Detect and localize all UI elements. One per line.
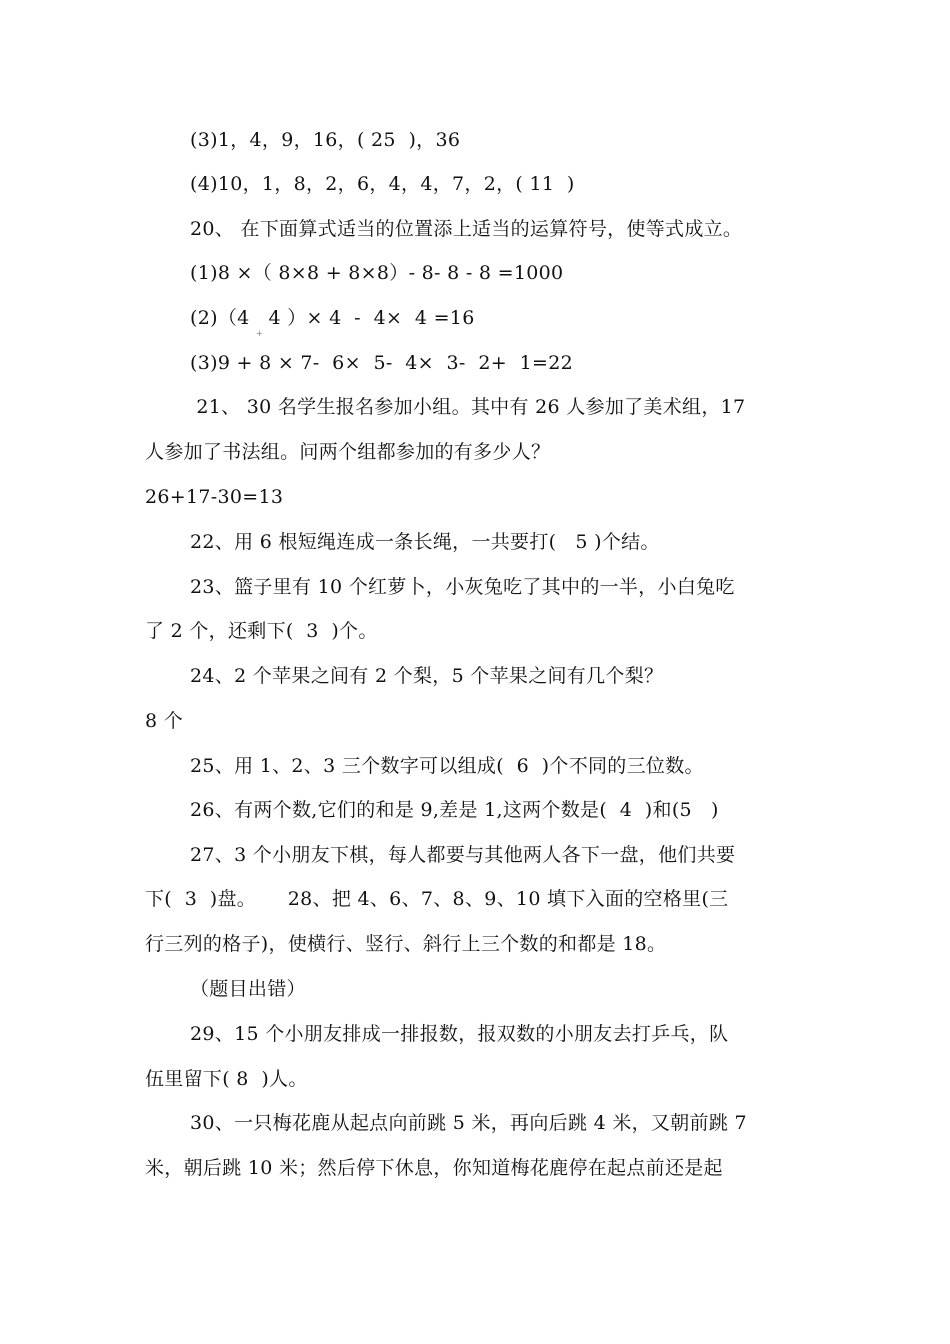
- text-line-question-23b: 了 2 个，还剩下( 3 )个。: [145, 620, 378, 642]
- text-line-equation-3: (3)9 + 8 × 7- 6× 5- 4× 3- 2+ 1=22: [190, 352, 573, 374]
- text-line-question-28: 行三列的格子)，使横行、竖行、斜行上三个数的和都是 18。: [145, 933, 667, 955]
- text-line-sequence-3: (3)1，4，9，16，( 25 )，36: [190, 129, 461, 151]
- text-line-question-26: 26、有两个数,它们的和是 9,差是 1,这两个数是( 4 )和(5 ): [190, 799, 719, 821]
- stray-mark: +: [256, 329, 263, 338]
- text-line-sequence-4: (4)10，1，8，2，6，4，4，7，2，( 11 ): [190, 173, 575, 195]
- text-line-question-27a: 27、3 个小朋友下棋，每人都要与其他两人各下一盘，他们共要: [190, 844, 736, 866]
- text-line-question-30a: 30、一只梅花鹿从起点向前跳 5 米，再向后跳 4 米，又朝前跳 7: [190, 1112, 747, 1134]
- text-line-question-23a: 23、篮子里有 10 个红萝卜，小灰兔吃了其中的一半，小白兔吃: [190, 576, 735, 598]
- text-line-question-21a: 21、 30 名学生报名参加小组。其中有 26 人参加了美术组，17: [190, 396, 746, 418]
- text-line-question-29a: 29、15 个小朋友排成一排报数，报双数的小朋友去打乒乓，队: [190, 1023, 729, 1045]
- text-line-question-24: 24、2 个苹果之间有 2 个梨，5 个苹果之间有几个梨？: [190, 665, 664, 687]
- text-line-question-22: 22、用 6 根短绳连成一条长绳，一共要打( 5 )个结。: [190, 531, 660, 553]
- text-line-question-30b: 米，朝后跳 10 米；然后停下休息，你知道梅花鹿停在起点前还是起: [145, 1157, 723, 1179]
- text-line-note-error: （题目出错）: [190, 978, 306, 1000]
- text-line-question-29b: 伍里留下( 8 )人。: [145, 1068, 308, 1090]
- text-line-question-21b: 人参加了书法组。问两个组都参加的有多少人？: [145, 441, 551, 463]
- text-line-question-20: 20、 在下面算式适当的位置添上适当的运算符号，使等式成立。: [190, 218, 743, 240]
- text-line-question-27b: 下( 3 )盘。 28、把 4、6、7、8、9、10 填下入面的空格里(三: [145, 888, 729, 910]
- text-line-equation-1: (1)8 ×（ 8×8 + 8×8）- 8- 8 - 8 =1000: [190, 262, 564, 284]
- text-line-question-25: 25、用 1、2、3 三个数字可以组成( 6 )个不同的三位数。: [190, 755, 704, 777]
- text-line-answer-21: 26+17-30=13: [145, 486, 284, 508]
- text-line-answer-24: 8 个: [145, 710, 184, 732]
- text-line-equation-2: (2)（4 4 ）× 4 - 4× 4 =16: [190, 307, 475, 329]
